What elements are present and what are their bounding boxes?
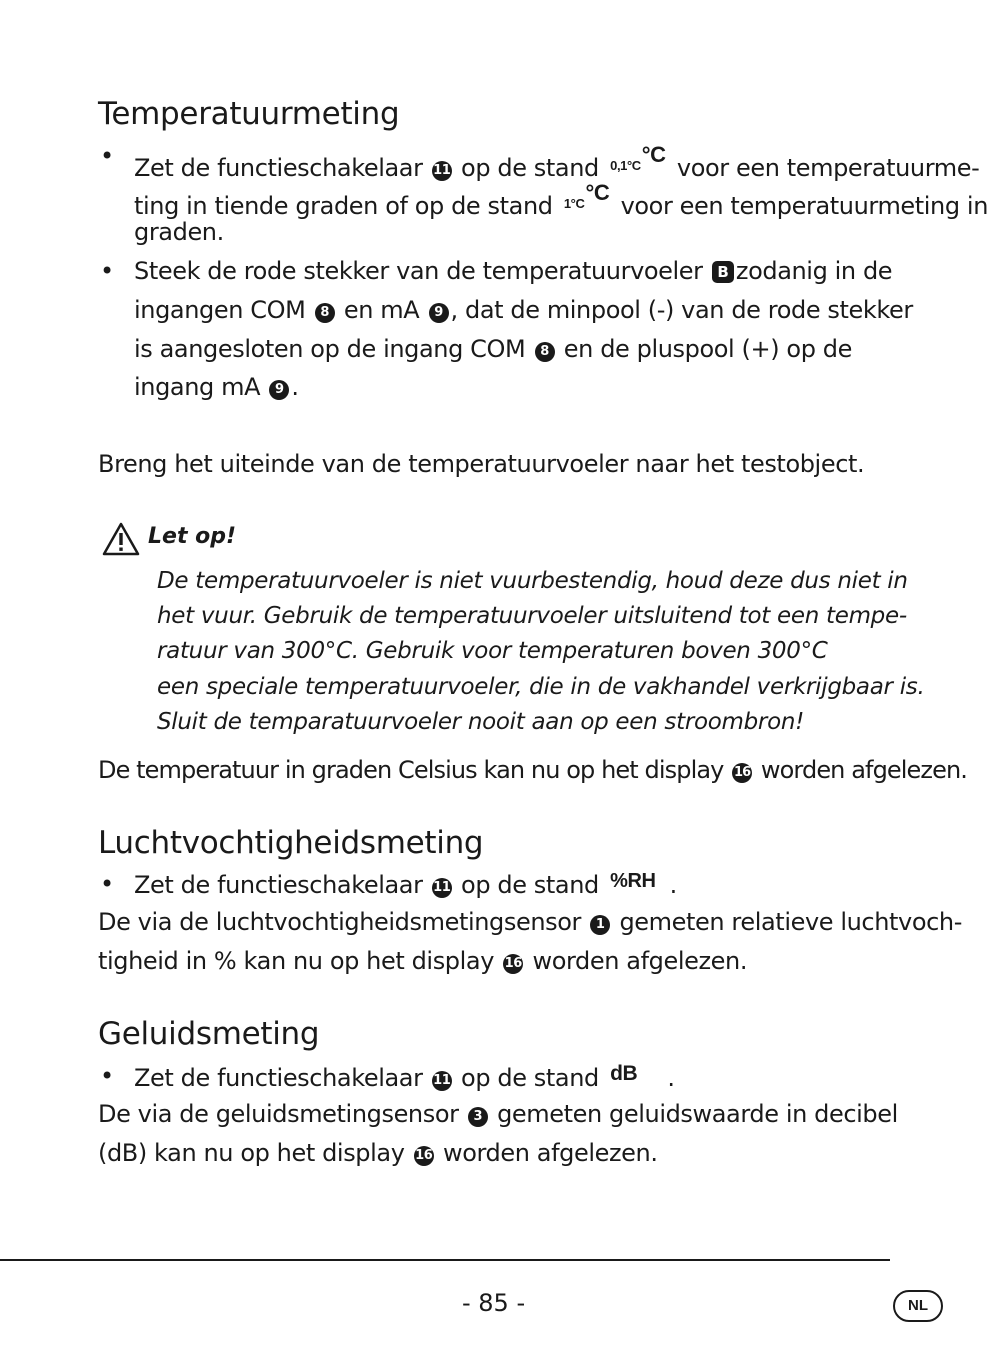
marker-display: 16 <box>503 954 523 974</box>
bullet: • <box>100 257 115 285</box>
marker-sound-sensor: 3 <box>468 1107 488 1127</box>
marker-display: 16 <box>732 763 752 783</box>
page-number: - 85 - <box>462 1289 526 1317</box>
marker-com: 8 <box>535 342 555 362</box>
warning-line: ratuur van 300°C. Gebruik voor temperaturen boven 300°C <box>157 638 828 664</box>
bullet: • <box>100 142 115 170</box>
symbol-tenth-celsius: 0,1°C°C <box>610 142 666 173</box>
section-title-humidity: Luchtvochtigheidsmeting <box>98 825 484 861</box>
marker-ma: 9 <box>269 380 289 400</box>
sound-paragraph-line1: De via de geluidsmetingsensor 3 gemeten geluidswaarde in decibel <box>98 1100 898 1128</box>
humid-paragraph-line1: De via de luchtvochtigheidsmetingsensor 1 gemeten relatieve luchtvoch- <box>98 908 962 936</box>
marker-switch: 11 <box>432 1071 452 1091</box>
temp-display-paragraph: De temperatuur in graden Celsius kan nu op het display 16 worden afgelezen. <box>98 756 968 784</box>
warning-line: een speciale temperatuurvoeler, die in de vakhandel verkrijgbaar is. <box>157 674 925 700</box>
warning-icon <box>102 522 140 556</box>
temp-paragraph: Breng het uiteinde van de temperatuurvoeler naar het testobject. <box>98 450 865 478</box>
temp-bullet1-line1: Zet de functieschakelaar 11 op de stand 0,1°C°C voor een temperatuurme- <box>134 142 980 182</box>
temp-bullet2-line4: ingang mA 9 . <box>134 373 299 401</box>
marker-display: 16 <box>414 1146 434 1166</box>
footer-divider <box>0 1259 890 1261</box>
marker-switch: 11 <box>432 161 452 181</box>
symbol-db: dB <box>610 1062 638 1085</box>
humid-paragraph-line2: tigheid in % kan nu op het display 16 worden afgelezen. <box>98 947 748 975</box>
section-title-sound: Geluidsmeting <box>98 1016 320 1052</box>
temp-bullet1-line2: ting in tiende graden of op de stand 1°C°C voor een temperatuurmeting in <box>134 180 988 220</box>
warning-line: het vuur. Gebruik de temperatuurvoeler uitsluitend tot een tempe- <box>157 603 907 629</box>
warning-line: De temperatuurvoeler is niet vuurbestendig, houd deze dus niet in <box>157 568 908 594</box>
sound-paragraph-line2: (dB) kan nu op het display 16 worden afgelezen. <box>98 1139 658 1167</box>
warning-title: Let op! <box>148 524 237 549</box>
warning-line: Sluit de temparatuurvoeler nooit aan op een stroombron! <box>157 709 805 735</box>
symbol-celsius: 1°C°C <box>563 180 610 211</box>
marker-probe: B <box>712 261 734 283</box>
section-title-temperature: Temperatuurmeting <box>98 96 400 132</box>
temp-bullet1-line3: graden. <box>134 218 224 246</box>
bullet: • <box>100 870 115 898</box>
temp-bullet2-line3: is aangesloten op de ingang COM 8 en de pluspool (+) op de <box>134 335 852 363</box>
humid-bullet: Zet de functieschakelaar 11 op de stand %RH . <box>134 870 677 899</box>
symbol-rh: %RH <box>610 870 656 892</box>
marker-com: 8 <box>315 303 335 323</box>
bullet: • <box>100 1062 115 1090</box>
temp-bullet2-line2: ingangen COM 8 en mA 9 , dat de minpool (-) van de rode stekker <box>134 296 913 324</box>
temp-bullet2-line1: Steek de rode stekker van de temperatuurvoeler B zodanig in de <box>134 257 893 285</box>
marker-ma: 9 <box>429 303 449 323</box>
language-badge: NL <box>893 1290 943 1322</box>
sound-bullet: Zet de functieschakelaar 11 op de stand dB . <box>134 1062 675 1092</box>
marker-humidity-sensor: 1 <box>590 915 610 935</box>
marker-switch: 11 <box>432 878 452 898</box>
